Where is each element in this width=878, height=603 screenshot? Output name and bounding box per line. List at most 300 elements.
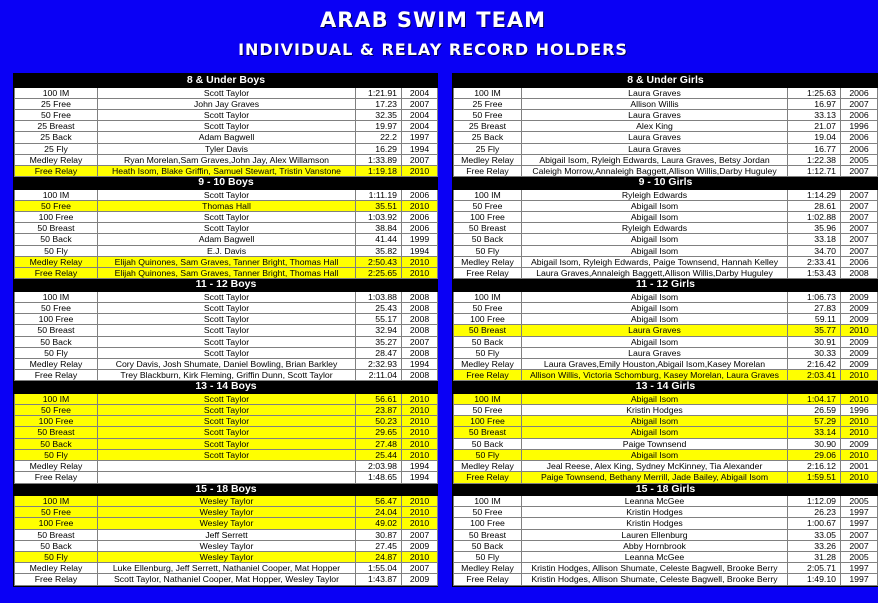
event-cell: 50 Fly	[15, 449, 98, 460]
time-cell: 1:00.67	[788, 518, 841, 529]
group-title: 8 & Under Girls	[454, 75, 878, 88]
swimmer-cell: Kristin Hodges	[522, 507, 788, 518]
event-cell: 50 Back	[454, 438, 522, 449]
year-cell: 2010	[402, 427, 438, 438]
year-cell: 2006	[841, 256, 878, 267]
record-row	[454, 87, 878, 98]
event-cell: 25 Free	[454, 98, 522, 109]
girls-records-panel	[452, 73, 878, 587]
swimmer-cell: Scott Taylor	[98, 314, 356, 325]
record-row	[15, 347, 438, 358]
swimmer-cell: Luke Ellenburg, Jeff Serrett, Nathaniel Cooper, Mat Hopper	[98, 563, 356, 574]
record-row	[454, 563, 878, 574]
swimmer-cell: Scott Taylor	[98, 189, 356, 200]
record-row	[454, 165, 878, 176]
swimmer-cell: Ryleigh Edwards	[522, 189, 788, 200]
record-row	[454, 98, 878, 109]
year-cell: 2008	[402, 370, 438, 381]
boys-records-panel	[13, 73, 438, 587]
event-cell: 50 Breast	[454, 325, 522, 336]
record-row	[454, 405, 878, 416]
event-cell: 50 Free	[454, 302, 522, 313]
event-cell: 50 Free	[15, 109, 98, 120]
time-cell: 1:03.88	[356, 291, 402, 302]
event-cell: Free Relay	[15, 268, 98, 279]
time-cell: 1:33.89	[356, 154, 402, 165]
year-cell: 1994	[402, 245, 438, 256]
year-cell: 2007	[402, 98, 438, 109]
time-cell: 1:12.71	[788, 165, 841, 176]
year-cell: 1997	[841, 518, 878, 529]
event-cell: 50 Fly	[454, 245, 522, 256]
year-cell: 2004	[402, 121, 438, 132]
record-row	[454, 518, 878, 529]
year-cell: 2007	[841, 529, 878, 540]
group-title: 13 - 14 Boys	[15, 381, 438, 394]
time-cell: 25.44	[356, 449, 402, 460]
event-cell: 100 IM	[15, 87, 98, 98]
year-cell: 2010	[402, 416, 438, 427]
event-cell: 25 Back	[454, 132, 522, 143]
swimmer-cell: Scott Taylor	[98, 121, 356, 132]
record-row	[454, 234, 878, 245]
record-row	[454, 574, 878, 585]
record-row	[15, 200, 438, 211]
time-cell: 1:06.73	[788, 291, 841, 302]
event-cell: 25 Breast	[454, 121, 522, 132]
group-header	[15, 177, 438, 190]
time-cell: 26.59	[788, 405, 841, 416]
swimmer-cell: Kristin Hodges, Allison Shumate, Celeste Bagwell, Brooke Berry	[522, 563, 788, 574]
time-cell: 55.17	[356, 314, 402, 325]
event-cell: 50 Breast	[15, 529, 98, 540]
swimmer-cell: Scott Taylor	[98, 212, 356, 223]
year-cell: 2007	[841, 234, 878, 245]
year-cell: 1999	[402, 234, 438, 245]
swimmer-cell: Abigail Isom, Ryleigh Edwards, Laura Graves, Betsy Jordan	[522, 154, 788, 165]
swimmer-cell: Scott Taylor	[98, 109, 356, 120]
event-cell: Medley Relay	[454, 563, 522, 574]
event-cell: 50 Back	[454, 336, 522, 347]
time-cell: 23.87	[356, 405, 402, 416]
swimmer-cell: E.J. Davis	[98, 245, 356, 256]
event-cell: Medley Relay	[15, 154, 98, 165]
group-header	[15, 75, 438, 88]
record-row	[454, 256, 878, 267]
year-cell: 2010	[402, 165, 438, 176]
record-row	[15, 109, 438, 120]
time-cell: 1:43.87	[356, 574, 402, 585]
record-row	[15, 165, 438, 176]
record-row	[454, 540, 878, 551]
event-cell: 50 Free	[454, 200, 522, 211]
time-cell: 1:49.10	[788, 574, 841, 585]
time-cell: 38.84	[356, 223, 402, 234]
record-row	[15, 325, 438, 336]
event-cell: 100 IM	[454, 393, 522, 404]
year-cell: 2010	[402, 552, 438, 563]
record-row	[454, 132, 878, 143]
swimmer-cell: Wesley Taylor	[98, 540, 356, 551]
record-row	[15, 507, 438, 518]
record-row	[15, 449, 438, 460]
time-cell: 27.48	[356, 438, 402, 449]
year-cell: 2007	[402, 336, 438, 347]
time-cell: 1:11.19	[356, 189, 402, 200]
year-cell: 2010	[402, 449, 438, 460]
time-cell: 56.61	[356, 393, 402, 404]
year-cell: 2006	[402, 212, 438, 223]
girls-records-table	[453, 74, 878, 586]
record-row	[454, 416, 878, 427]
record-row	[15, 461, 438, 472]
year-cell: 2009	[841, 314, 878, 325]
time-cell: 1:19.18	[356, 165, 402, 176]
record-row	[454, 427, 878, 438]
swimmer-cell: Scott Taylor	[98, 223, 356, 234]
event-cell: 100 Free	[454, 212, 522, 223]
record-row	[15, 121, 438, 132]
group-header	[454, 75, 878, 88]
time-cell: 57.29	[788, 416, 841, 427]
year-cell: 2006	[841, 132, 878, 143]
year-cell: 2010	[402, 393, 438, 404]
group-title: 11 - 12 Boys	[15, 279, 438, 292]
swimmer-cell: Laura Graves	[522, 109, 788, 120]
swimmer-cell: Abigail Isom	[522, 427, 788, 438]
year-cell: 2005	[841, 496, 878, 507]
event-cell: 50 Free	[454, 109, 522, 120]
year-cell: 2009	[402, 574, 438, 585]
swimmer-cell: Jeff Serrett	[98, 529, 356, 540]
year-cell: 1996	[841, 121, 878, 132]
record-row	[454, 449, 878, 460]
year-cell: 2010	[402, 268, 438, 279]
group-header	[454, 279, 878, 292]
time-cell: 33.26	[788, 540, 841, 551]
time-cell: 19.97	[356, 121, 402, 132]
record-row	[454, 438, 878, 449]
time-cell: 50.23	[356, 416, 402, 427]
event-cell: 50 Breast	[15, 427, 98, 438]
swimmer-cell: Adam Bagwell	[98, 132, 356, 143]
time-cell: 1:04.17	[788, 393, 841, 404]
group-header	[15, 279, 438, 292]
record-row	[454, 496, 878, 507]
year-cell: 2006	[841, 109, 878, 120]
swimmer-cell: Leanna McGee	[522, 496, 788, 507]
event-cell: 50 Breast	[15, 325, 98, 336]
time-cell: 30.33	[788, 347, 841, 358]
record-row	[15, 189, 438, 200]
swimmer-cell: Ryleigh Edwards	[522, 223, 788, 234]
time-cell: 1:12.09	[788, 496, 841, 507]
group-title: 15 - 18 Boys	[15, 483, 438, 496]
year-cell: 2001	[841, 461, 878, 472]
time-cell: 1:55.04	[356, 563, 402, 574]
record-row	[454, 302, 878, 313]
time-cell: 30.87	[356, 529, 402, 540]
year-cell: 2010	[841, 325, 878, 336]
year-cell: 2008	[402, 325, 438, 336]
group-title: 9 - 10 Boys	[15, 177, 438, 190]
swimmer-cell: Scott Taylor	[98, 291, 356, 302]
time-cell: 2:11.04	[356, 370, 402, 381]
record-row	[454, 552, 878, 563]
swimmer-cell: Abigail Isom	[522, 302, 788, 313]
time-cell: 21.07	[788, 121, 841, 132]
event-cell: 100 Free	[454, 518, 522, 529]
event-cell: 100 IM	[454, 496, 522, 507]
record-row	[15, 291, 438, 302]
group-header	[454, 177, 878, 190]
year-cell: 2007	[402, 529, 438, 540]
swimmer-cell: Scott Taylor	[98, 416, 356, 427]
record-row	[15, 268, 438, 279]
event-cell: 50 Free	[15, 405, 98, 416]
record-row	[15, 529, 438, 540]
swimmer-cell: Scott Taylor	[98, 405, 356, 416]
time-cell: 49.02	[356, 518, 402, 529]
time-cell: 56.47	[356, 496, 402, 507]
event-cell: 100 IM	[15, 496, 98, 507]
event-cell: 25 Fly	[454, 143, 522, 154]
event-cell: 50 Breast	[15, 223, 98, 234]
time-cell: 1:25.63	[788, 87, 841, 98]
record-row	[15, 234, 438, 245]
year-cell: 2006	[402, 189, 438, 200]
year-cell: 2009	[402, 540, 438, 551]
time-cell: 16.77	[788, 143, 841, 154]
swimmer-cell: Scott Taylor	[98, 393, 356, 404]
year-cell: 1994	[402, 472, 438, 483]
swimmer-cell: Laura Graves	[522, 132, 788, 143]
event-cell: 50 Back	[15, 540, 98, 551]
record-row	[454, 143, 878, 154]
record-row	[454, 200, 878, 211]
year-cell: 1997	[841, 507, 878, 518]
record-row	[454, 393, 878, 404]
year-cell: 2007	[841, 200, 878, 211]
year-cell: 2010	[402, 200, 438, 211]
record-row	[454, 109, 878, 120]
time-cell: 19.04	[788, 132, 841, 143]
record-row	[454, 529, 878, 540]
event-cell: 100 Free	[454, 416, 522, 427]
swimmer-cell: Lauren Ellenburg	[522, 529, 788, 540]
swimmer-cell: Scott Taylor	[98, 347, 356, 358]
page-subtitle: INDIVIDUAL & RELAY RECORD HOLDERS	[238, 40, 628, 59]
swimmer-cell: Scott Taylor	[98, 449, 356, 460]
event-cell: 100 Free	[15, 314, 98, 325]
record-row	[15, 518, 438, 529]
record-row	[454, 121, 878, 132]
year-cell: 2009	[841, 438, 878, 449]
time-cell: 35.51	[356, 200, 402, 211]
swimmer-cell: Caleigh Morrow,Annaleigh Baggett,Allison Willis,Darby Huguley	[522, 165, 788, 176]
record-row	[15, 143, 438, 154]
event-cell: 50 Free	[15, 302, 98, 313]
record-row	[454, 223, 878, 234]
record-row	[15, 405, 438, 416]
event-cell: 50 Back	[454, 234, 522, 245]
swimmer-cell: Abigail Isom	[522, 393, 788, 404]
swimmer-cell: Abigail Isom	[522, 291, 788, 302]
record-row	[454, 245, 878, 256]
year-cell: 2008	[402, 347, 438, 358]
year-cell: 2007	[402, 563, 438, 574]
event-cell: Free Relay	[15, 370, 98, 381]
time-cell: 1:59.51	[788, 472, 841, 483]
time-cell: 22.2	[356, 132, 402, 143]
event-cell: 50 Back	[15, 336, 98, 347]
group-header	[15, 381, 438, 394]
year-cell: 2010	[402, 507, 438, 518]
swimmer-cell: Wesley Taylor	[98, 496, 356, 507]
event-cell: 50 Free	[454, 405, 522, 416]
record-row	[454, 154, 878, 165]
event-cell: Medley Relay	[15, 563, 98, 574]
record-row	[454, 212, 878, 223]
event-cell: 100 Free	[454, 314, 522, 325]
event-cell: Free Relay	[15, 165, 98, 176]
record-row	[15, 212, 438, 223]
time-cell: 16.97	[788, 98, 841, 109]
time-cell: 2:33.41	[788, 256, 841, 267]
year-cell: 2010	[402, 405, 438, 416]
event-cell: 100 IM	[15, 189, 98, 200]
swimmer-cell: Paige Townsend, Bethany Merrill, Jade Bailey, Abigail Isom	[522, 472, 788, 483]
record-row	[454, 189, 878, 200]
year-cell: 2006	[402, 223, 438, 234]
swimmer-cell: Heath Isom, Blake Griffin, Samuel Stewart, Tristin Vanstone	[98, 165, 356, 176]
record-row	[454, 268, 878, 279]
year-cell: 2005	[841, 154, 878, 165]
year-cell: 2009	[841, 347, 878, 358]
time-cell: 17.23	[356, 98, 402, 109]
swimmer-cell: Wesley Taylor	[98, 552, 356, 563]
event-cell: Free Relay	[15, 472, 98, 483]
swimmer-cell: Thomas Hall	[98, 200, 356, 211]
time-cell: 2:16.12	[788, 461, 841, 472]
swimmer-cell: Wesley Taylor	[98, 518, 356, 529]
event-cell: 50 Breast	[454, 529, 522, 540]
year-cell: 2010	[402, 518, 438, 529]
record-row	[15, 416, 438, 427]
time-cell: 1:02.88	[788, 212, 841, 223]
time-cell: 35.82	[356, 245, 402, 256]
event-cell: Medley Relay	[15, 256, 98, 267]
record-row	[15, 154, 438, 165]
record-row	[454, 461, 878, 472]
record-row	[15, 132, 438, 143]
year-cell: 2007	[841, 98, 878, 109]
time-cell: 25.43	[356, 302, 402, 313]
year-cell: 2010	[841, 427, 878, 438]
event-cell: 50 Back	[15, 438, 98, 449]
swimmer-cell: Kristin Hodges	[522, 518, 788, 529]
record-row	[454, 325, 878, 336]
record-row	[15, 438, 438, 449]
time-cell: 33.13	[788, 109, 841, 120]
year-cell: 2007	[841, 212, 878, 223]
time-cell: 33.18	[788, 234, 841, 245]
year-cell: 2008	[402, 302, 438, 313]
year-cell: 2010	[402, 438, 438, 449]
swimmer-cell: Kristin Hodges, Allison Shumate, Celeste Bagwell, Brooke Berry	[522, 574, 788, 585]
record-row	[454, 370, 878, 381]
record-row	[15, 563, 438, 574]
record-row	[454, 347, 878, 358]
event-cell: 50 Fly	[15, 245, 98, 256]
event-cell: Medley Relay	[454, 461, 522, 472]
time-cell: 41.44	[356, 234, 402, 245]
year-cell: 2010	[402, 256, 438, 267]
event-cell: Free Relay	[454, 472, 522, 483]
swimmer-cell: Ryan Morelan,Sam Graves,John Jay, Alex Willamson	[98, 154, 356, 165]
event-cell: Medley Relay	[454, 256, 522, 267]
record-row	[15, 336, 438, 347]
time-cell: 2:50.43	[356, 256, 402, 267]
swimmer-cell	[98, 472, 356, 483]
event-cell: Free Relay	[454, 574, 522, 585]
year-cell: 2007	[841, 540, 878, 551]
swimmer-cell: Tyler Davis	[98, 143, 356, 154]
swimmer-cell: Laura Graves	[522, 143, 788, 154]
event-cell: Medley Relay	[15, 358, 98, 369]
group-title: 11 - 12 Girls	[454, 279, 878, 292]
time-cell: 59.11	[788, 314, 841, 325]
time-cell: 1:03.92	[356, 212, 402, 223]
time-cell: 1:22.38	[788, 154, 841, 165]
event-cell: 50 Breast	[454, 223, 522, 234]
event-cell: Free Relay	[454, 165, 522, 176]
swimmer-cell: Abigail Isom, Ryleigh Edwards, Paige Townsend, Hannah Kelley	[522, 256, 788, 267]
event-cell: 50 Fly	[454, 552, 522, 563]
time-cell: 2:32.93	[356, 358, 402, 369]
event-cell: Medley Relay	[454, 358, 522, 369]
time-cell: 24.87	[356, 552, 402, 563]
swimmer-cell	[98, 461, 356, 472]
time-cell: 1:53.43	[788, 268, 841, 279]
record-row	[15, 314, 438, 325]
event-cell: 50 Back	[15, 234, 98, 245]
record-row	[15, 223, 438, 234]
swimmer-cell: Abigail Isom	[522, 200, 788, 211]
time-cell: 2:16.42	[788, 358, 841, 369]
swimmer-cell: Laura Graves	[522, 87, 788, 98]
year-cell: 2009	[841, 291, 878, 302]
swimmer-cell: Allison Willis, Victoria Schomburg, Kasey Morelan, Laura Graves	[522, 370, 788, 381]
event-cell: 25 Breast	[15, 121, 98, 132]
swimmer-cell: Leanna McGee	[522, 552, 788, 563]
swimmer-cell: Abigail Isom	[522, 212, 788, 223]
event-cell: 100 IM	[15, 393, 98, 404]
swimmer-cell: Elijah Quinones, Sam Graves, Tanner Bright, Thomas Hall	[98, 268, 356, 279]
swimmer-cell: Abigail Isom	[522, 449, 788, 460]
swimmer-cell: John Jay Graves	[98, 98, 356, 109]
swimmer-cell: Scott Taylor	[98, 438, 356, 449]
year-cell: 2005	[841, 552, 878, 563]
time-cell: 28.47	[356, 347, 402, 358]
time-cell: 27.83	[788, 302, 841, 313]
swimmer-cell: Elijah Quinones, Sam Graves, Tanner Bright, Thomas Hall	[98, 256, 356, 267]
time-cell: 29.65	[356, 427, 402, 438]
event-cell: 25 Back	[15, 132, 98, 143]
time-cell: 30.91	[788, 336, 841, 347]
year-cell: 2007	[841, 223, 878, 234]
event-cell: Medley Relay	[454, 154, 522, 165]
